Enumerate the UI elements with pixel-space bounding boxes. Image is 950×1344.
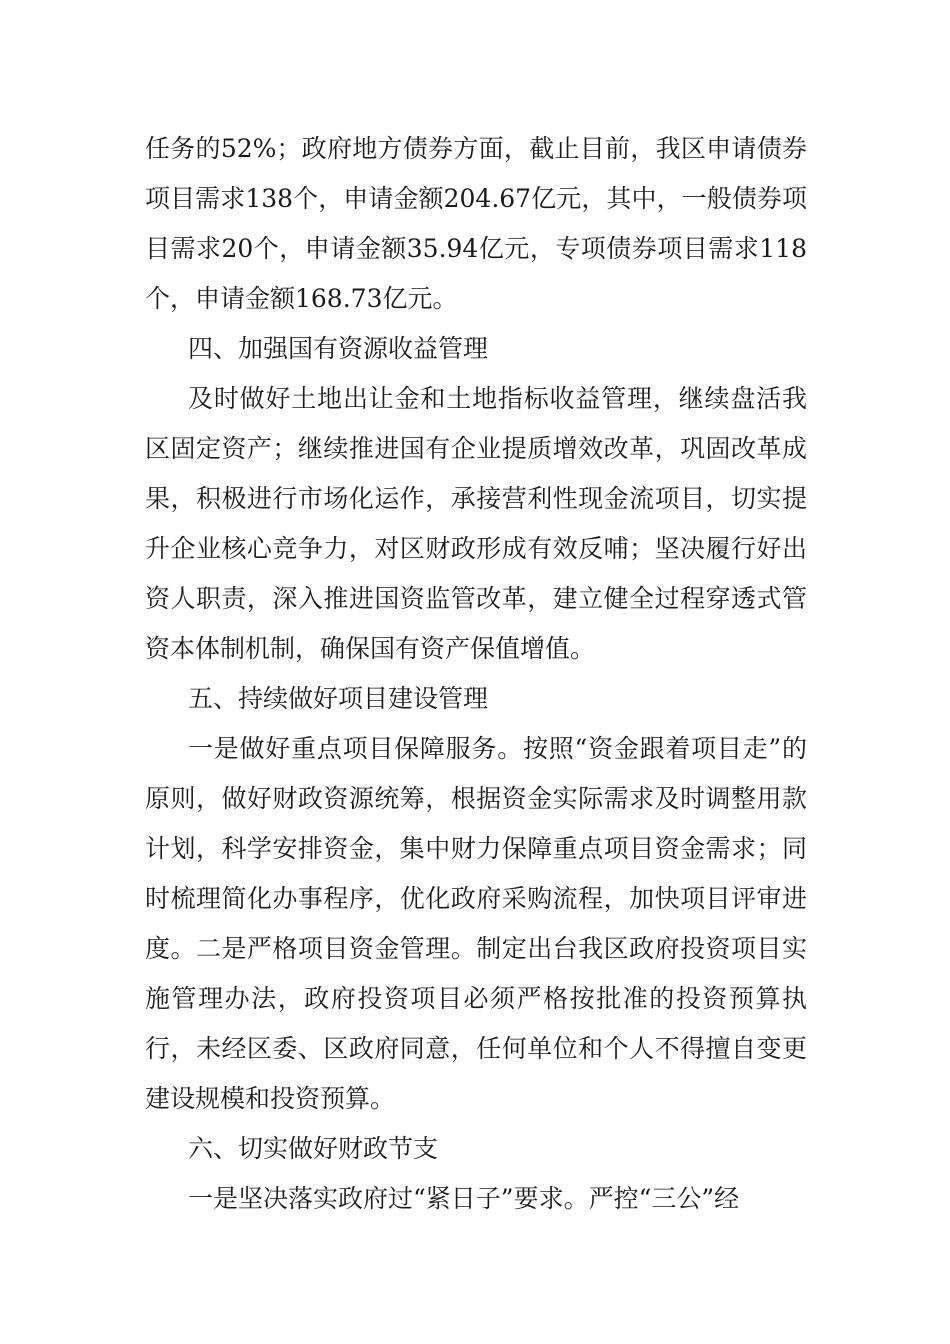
heading-state-resource-revenue: 四、加强国有资源收益管理 xyxy=(188,334,489,363)
paragraph-fiscal-saving: 一是坚决落实政府过“紧日子”要求。严控“三公”经 xyxy=(188,1184,740,1213)
document-body xyxy=(145,124,807,1224)
paragraph-state-resource-revenue: 及时做好土地出让金和土地指标收益管理，继续盘活我区固定资产；继续推进国有企业提质增效改革，巩固改革成果，积极进行市场化运作，承接营利性现金流项目，切实提升企业核心竞争力，对区财政形成有效反哺；坚决履行好出资人职责，深入推进国资监管改革，建立健全过程穿透式管资本体制机制，确保国有资产保值增值。 xyxy=(145,384,807,663)
paragraph-debt-summary: 任务的52%；政府地方债券方面，截止目前，我区申请债券项目需求138个，申请金额204.67亿元，其中，一般债券项目需求20个，申请金额35.94亿元，专项债券项目需求118个，申请金额168.73亿元。 xyxy=(145,134,807,313)
heading-project-management: 五、持续做好项目建设管理 xyxy=(188,684,489,713)
heading-fiscal-saving: 六、切实做好财政节支 xyxy=(188,1134,439,1163)
paragraph-project-management: 一是做好重点项目保障服务。按照“资金跟着项目走”的原则，做好财政资源统筹，根据资金实际需求及时调整用款计划，科学安排资金，集中财力保障重点项目资金需求；同时梳理简化办事程序，优化政府采购流程，加快项目评审进度。二是严格项目资金管理。制定出台我区政府投资项目实施管理办法，政府投资项目必须严格按批准的投资预算执行，未经区委、区政府同意，任何单位和个人不得擅自变更建设规模和投资预算。 xyxy=(145,734,807,1113)
